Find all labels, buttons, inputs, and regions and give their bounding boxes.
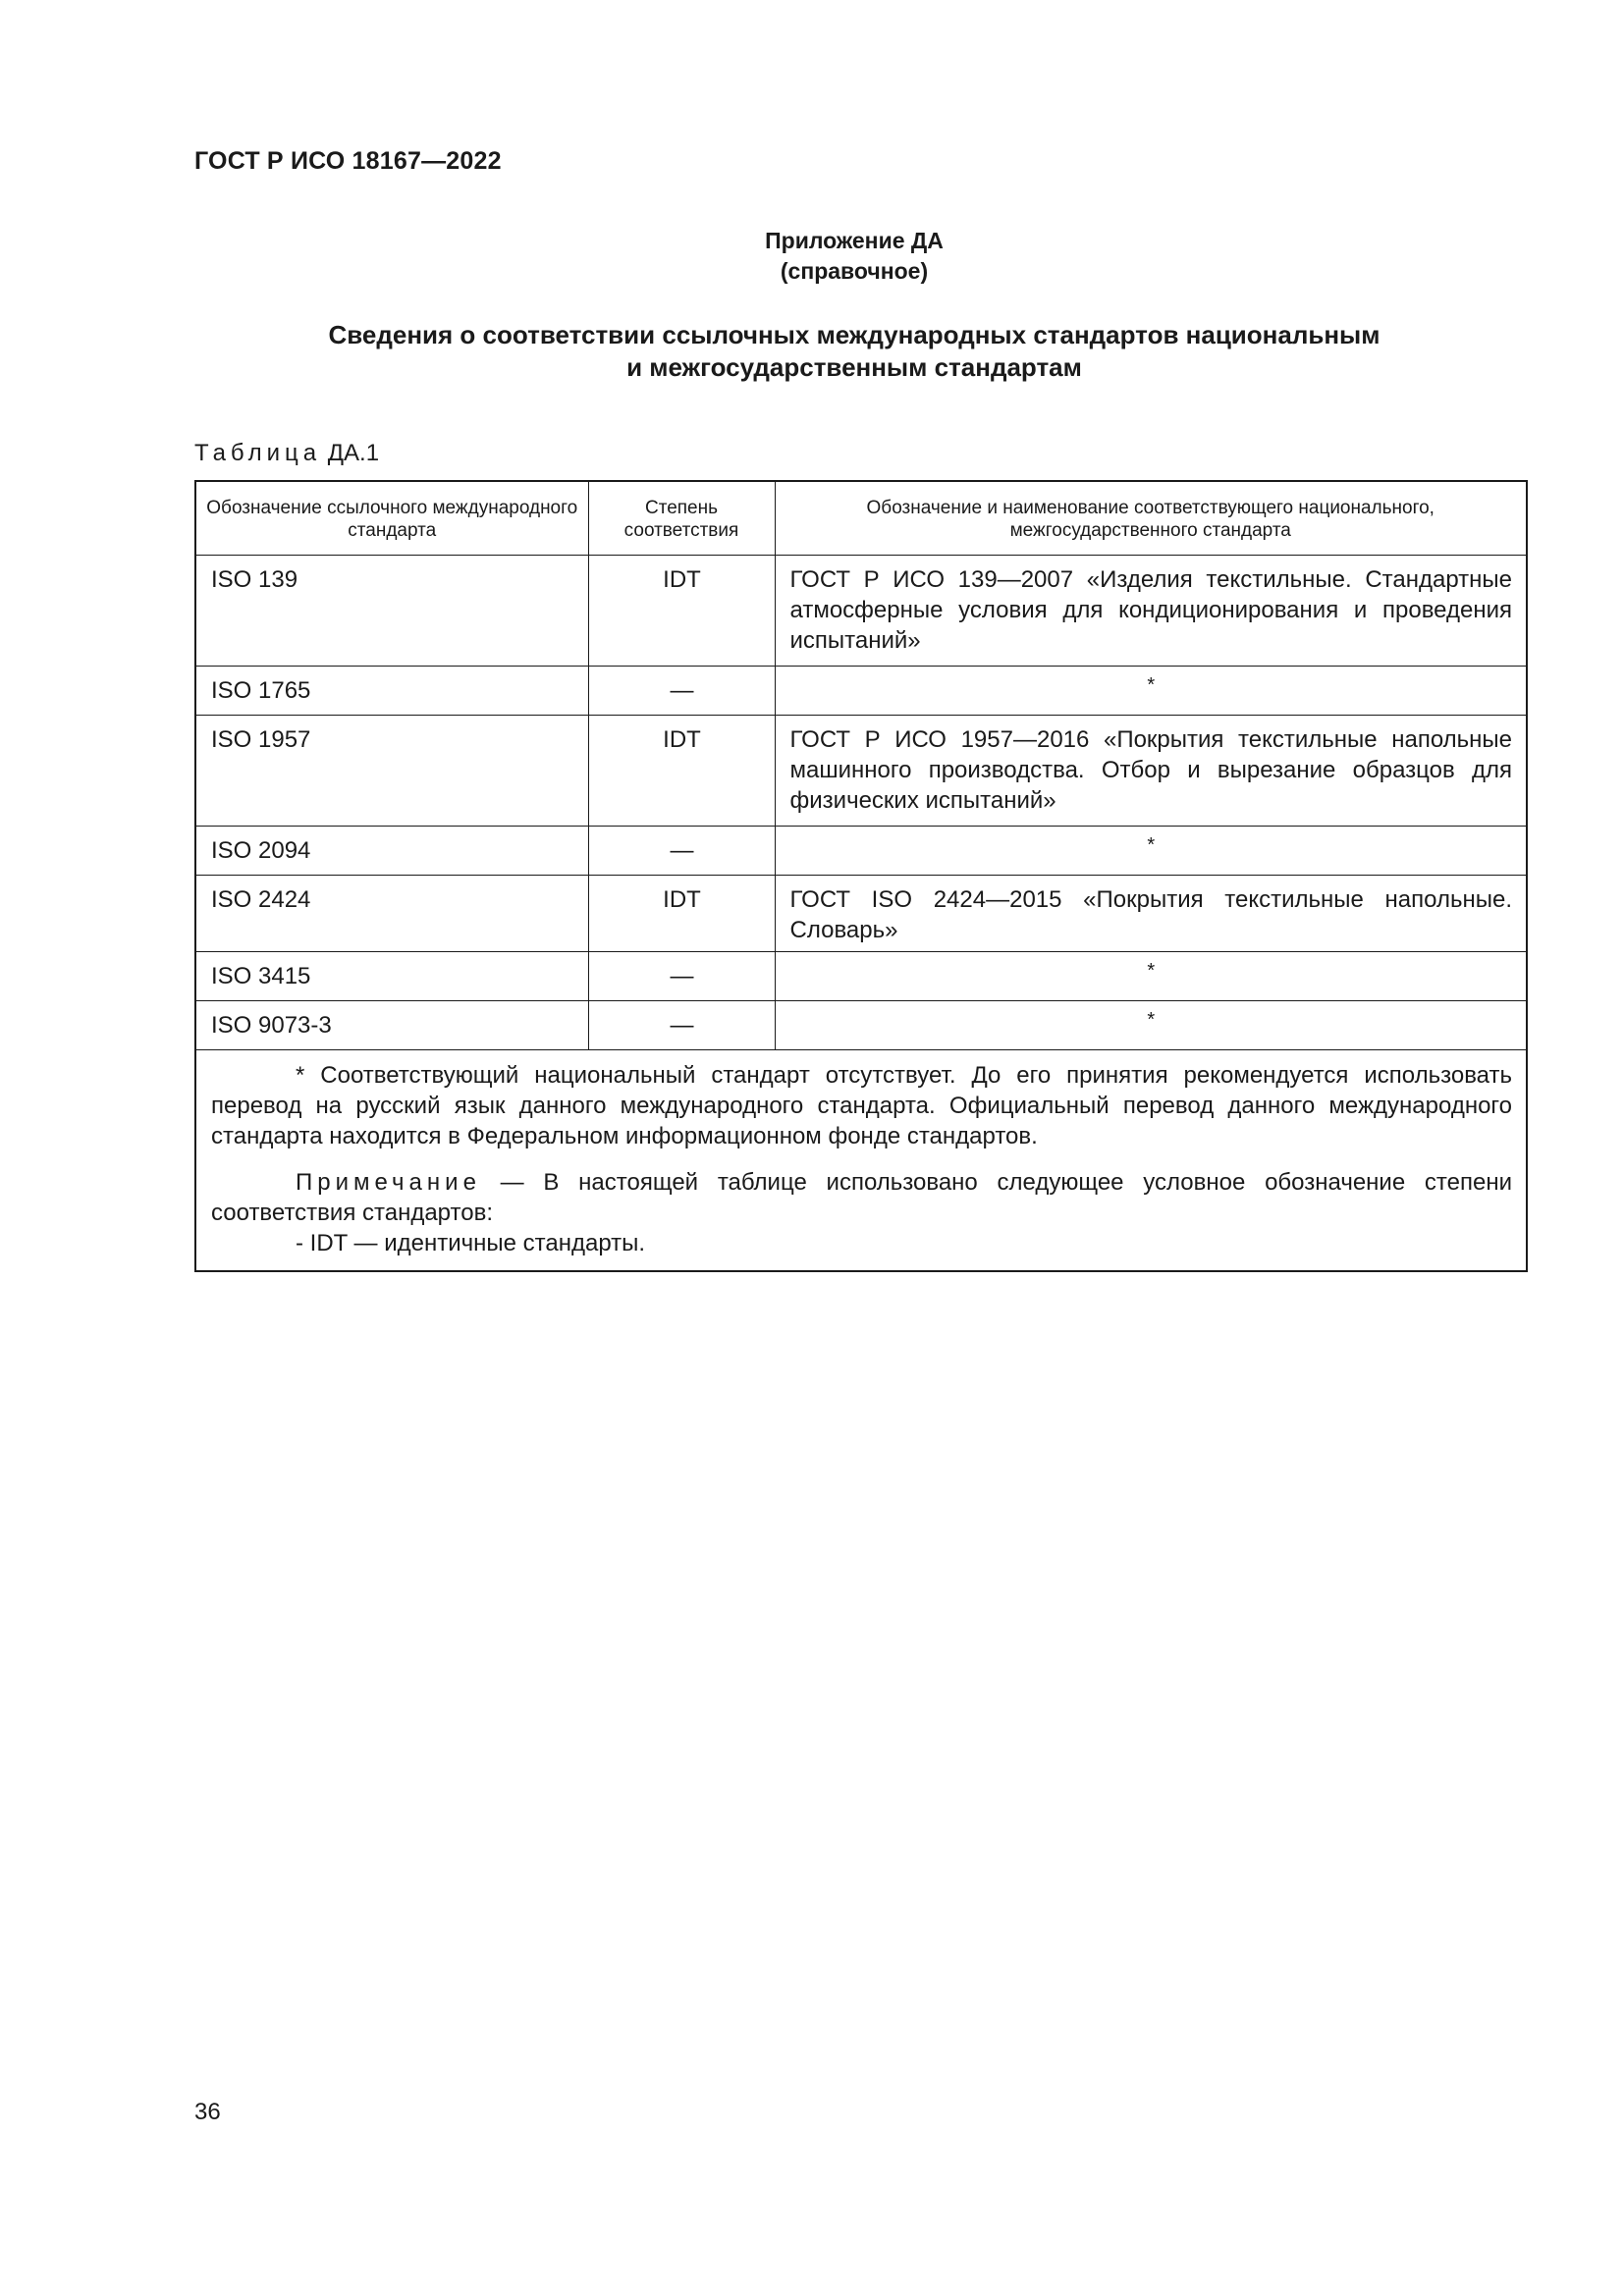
cell-degree: — <box>588 667 775 716</box>
cell-standard: ISO 9073-3 <box>195 1001 588 1050</box>
table-label-number: ДА.1 <box>327 440 380 466</box>
table-row <box>195 876 1527 952</box>
table-header-row <box>195 481 1527 556</box>
cell-standard: ISO 3415 <box>195 952 588 1001</box>
cell-standard: ISO 139 <box>195 556 588 667</box>
cell-degree: — <box>588 952 775 1001</box>
table-footnote: * Соответствующий национальный стандарт отсутствует. До его принятия рекомендуется использовать перевод на русский язык данного международного стандарта. Официальный перевод данного международного стандарта находится в Федеральном информационном фонде стандартов. <box>211 1062 1512 1149</box>
cell-national: ГОСТ Р ИСО 1957—2016 «Покрытия текстильные напольные машинного производства. Отбор и вырезание образцов для физических испытаний» <box>775 716 1527 827</box>
table-row <box>195 1001 1527 1050</box>
table-row <box>195 556 1527 667</box>
cell-degree: — <box>588 1001 775 1050</box>
table-label <box>194 440 379 467</box>
page-number: 36 <box>194 2099 221 2125</box>
annex-heading-line1: Сведения о соответствии ссылочных международных стандартов национальным <box>328 320 1380 349</box>
note-item: - IDT — идентичные стандарты. <box>296 1230 646 1256</box>
annex-heading-line2: и межгосударственным стандартам <box>626 352 1082 382</box>
annex-type: (справочное) <box>780 258 929 284</box>
header-international-standard: Обозначение ссылочного международного стандарта <box>195 481 588 556</box>
cell-national: ГОСТ ISO 2424—2015 «Покрытия текстильные напольные. Словарь» <box>775 876 1527 952</box>
table-row <box>195 827 1527 876</box>
cell-standard: ISO 2094 <box>195 827 588 876</box>
table-footnote-row <box>195 1050 1527 1272</box>
cell-degree: IDT <box>588 716 775 827</box>
table-row <box>195 952 1527 1001</box>
cell-national: * <box>775 667 1527 716</box>
cell-national: * <box>775 1001 1527 1050</box>
cell-standard: ISO 2424 <box>195 876 588 952</box>
note-lead: Примечание <box>296 1169 481 1196</box>
note-text: — В настоящей таблице использовано следующее условное обозначение степени соответствия стандартов: <box>211 1169 1512 1226</box>
cell-standard: ISO 1957 <box>195 716 588 827</box>
table-label-word: Таблица <box>194 440 322 466</box>
annex-title: Приложение ДА <box>765 228 944 253</box>
table-row <box>195 716 1527 827</box>
header-national-standard: Обозначение и наименование соответствующего национального, межгосударственного стандарта <box>775 481 1527 556</box>
standards-table <box>194 480 1528 1272</box>
cell-degree: IDT <box>588 876 775 952</box>
header-degree: Степень соответствия <box>588 481 775 556</box>
table-note <box>211 1167 1512 1228</box>
document-code: ГОСТ Р ИСО 18167—2022 <box>194 147 502 175</box>
annex-heading <box>0 319 1624 384</box>
footnote-cell <box>195 1050 1527 1272</box>
cell-national: * <box>775 827 1527 876</box>
cell-standard: ISO 1765 <box>195 667 588 716</box>
cell-degree: — <box>588 827 775 876</box>
cell-degree: IDT <box>588 556 775 667</box>
cell-national: * <box>775 952 1527 1001</box>
table-row <box>195 667 1527 716</box>
cell-national: ГОСТ Р ИСО 139—2007 «Изделия текстильные. Стандартные атмосферные условия для кондиционирования и проведения испытаний» <box>775 556 1527 667</box>
